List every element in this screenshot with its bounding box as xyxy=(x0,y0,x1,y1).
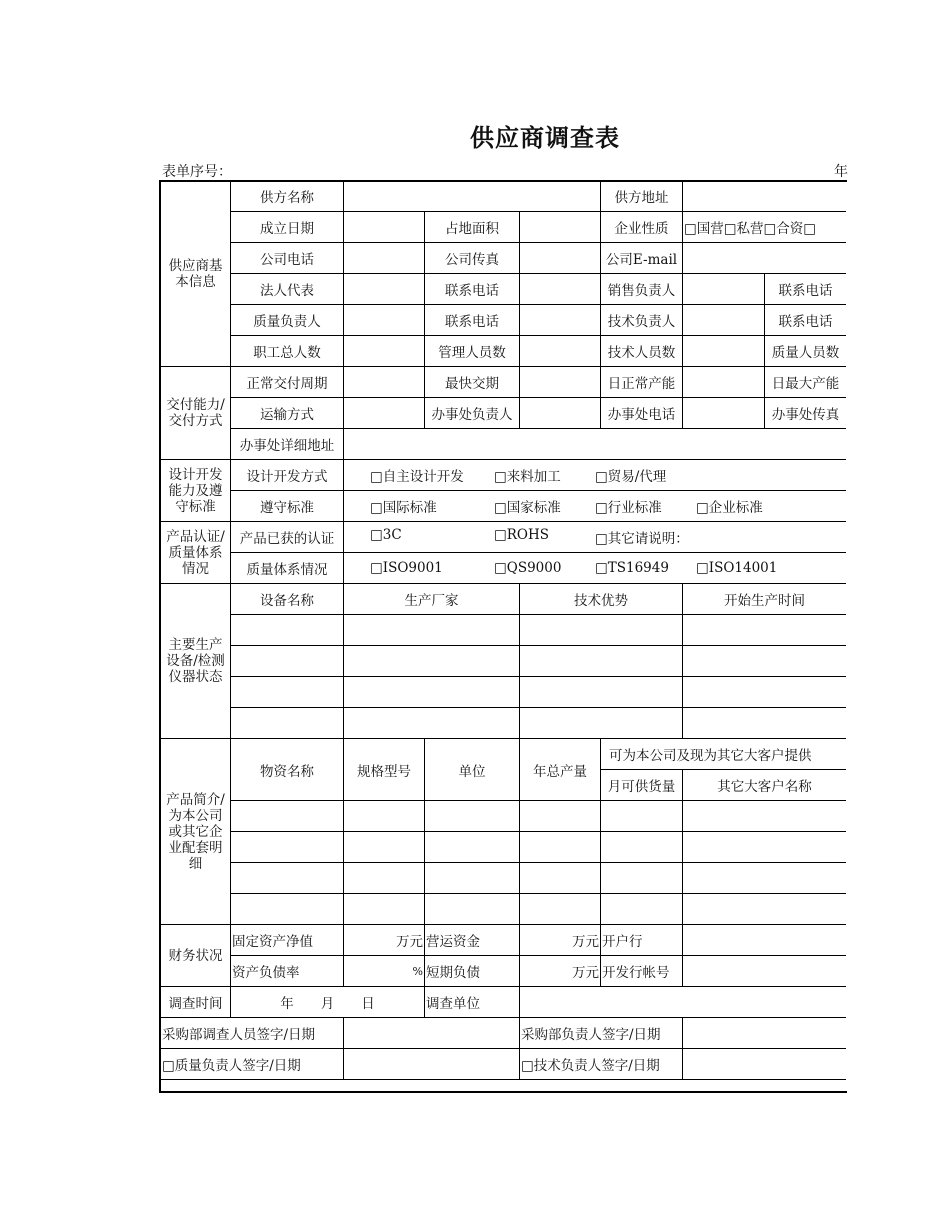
label-office-address: 办事处详细地址 xyxy=(231,429,344,460)
field-company-phone[interactable] xyxy=(344,243,425,274)
label-sales-phone: 联系电话 xyxy=(765,274,847,305)
checkbox-ts16949[interactable]: □TS16949 xyxy=(595,560,669,576)
table-row xyxy=(161,801,847,832)
field-working-capital[interactable]: 万元 xyxy=(520,925,601,956)
label-quality-phone: 联系电话 xyxy=(425,305,520,336)
standards-options xyxy=(344,491,847,522)
cell[interactable] xyxy=(344,801,425,832)
field-supplier-address[interactable] xyxy=(683,181,847,212)
label-office-fax: 办事处传真 xyxy=(765,398,847,429)
table-row xyxy=(161,832,847,863)
label-debt-ratio: 资产负债率 xyxy=(231,956,344,987)
label-floor-area: 占地面积 xyxy=(425,212,520,243)
label-quality-system: 质量体系情况 xyxy=(231,553,344,584)
cell[interactable] xyxy=(683,677,847,708)
checkbox-international-std[interactable]: □国际标准 xyxy=(370,500,437,516)
checkbox-3c[interactable]: □3C xyxy=(370,527,402,543)
header-monthly-supply: 月可供货量 xyxy=(601,770,683,801)
section-equipment: 主要生产设备/检测仪器状态 xyxy=(161,584,231,739)
enterprise-nature-options[interactable]: □国营□私营□合资□ xyxy=(683,212,847,243)
label-tech-count: 技术人员数 xyxy=(601,336,683,367)
cell[interactable] xyxy=(425,863,520,894)
field-survey-date[interactable]: 年 月 日 xyxy=(231,987,425,1018)
cell[interactable] xyxy=(601,832,683,863)
field-legal-rep-phone[interactable] xyxy=(520,274,601,305)
cell[interactable] xyxy=(520,863,601,894)
cell[interactable] xyxy=(344,863,425,894)
checkbox-iso14001[interactable]: □ISO14001 xyxy=(696,560,778,576)
label-transport: 运输方式 xyxy=(231,398,344,429)
section-basic-info: 供应商基本信息 xyxy=(161,181,231,367)
field-quality-head-signature[interactable] xyxy=(344,1049,520,1080)
checkbox-industry-std[interactable]: □行业标准 xyxy=(595,500,662,516)
field-sales-head[interactable] xyxy=(683,274,765,305)
label-founded-date: 成立日期 xyxy=(231,212,344,243)
cell[interactable] xyxy=(520,801,601,832)
checkbox-self-design[interactable]: □自主设计开发 xyxy=(370,469,464,485)
cell[interactable] xyxy=(231,708,344,739)
field-office-head[interactable] xyxy=(520,398,601,429)
cell[interactable] xyxy=(425,832,520,863)
table-row xyxy=(161,894,847,925)
field-daily-normal-capacity[interactable] xyxy=(683,367,765,398)
field-debt-ratio[interactable]: % xyxy=(344,956,425,987)
table-border-top xyxy=(159,180,847,182)
cell[interactable] xyxy=(344,646,520,677)
table-row xyxy=(161,646,847,677)
label-quality-head: 质量负责人 xyxy=(231,305,344,336)
field-tech-count[interactable] xyxy=(683,336,765,367)
label-normal-cycle: 正常交付周期 xyxy=(231,367,344,398)
design-mode-options xyxy=(344,460,847,491)
cell[interactable] xyxy=(683,646,847,677)
checkbox-rohs[interactable]: □ROHS xyxy=(494,527,550,543)
field-purchase-staff-signature[interactable] xyxy=(344,1018,520,1049)
label-legal-rep-phone: 联系电话 xyxy=(425,274,520,305)
field-legal-rep[interactable] xyxy=(344,274,425,305)
cell[interactable] xyxy=(601,863,683,894)
cell[interactable] xyxy=(683,708,847,739)
label-legal-rep: 法人代表 xyxy=(231,274,344,305)
checkbox-national-std[interactable]: □国家标准 xyxy=(494,500,561,516)
date-label: 年 xyxy=(834,164,848,180)
field-fastest-delivery[interactable] xyxy=(520,367,601,398)
field-floor-area[interactable] xyxy=(520,212,601,243)
section-certification: 产品认证/质量体系情况 xyxy=(161,522,231,584)
field-founded-date[interactable] xyxy=(344,212,425,243)
label-short-debt: 短期负债 xyxy=(425,956,520,987)
field-office-address[interactable] xyxy=(344,429,847,460)
field-fixed-assets[interactable]: 万元 xyxy=(344,925,425,956)
header-unit: 单位 xyxy=(425,739,520,801)
header-material-name: 物资名称 xyxy=(231,739,344,801)
cell[interactable] xyxy=(683,863,847,894)
field-mgmt-count[interactable] xyxy=(520,336,601,367)
cell[interactable] xyxy=(683,615,847,646)
label-design-mode: 设计开发方式 xyxy=(231,460,344,491)
field-quality-phone[interactable] xyxy=(520,305,601,336)
label-enterprise-nature: 企业性质 xyxy=(601,212,683,243)
form-number-label: 表单序号： xyxy=(162,164,232,180)
section-finance: 财务状况 xyxy=(161,925,231,987)
label-working-capital: 营运资金 xyxy=(425,925,520,956)
cell[interactable] xyxy=(520,646,683,677)
section-product: 产品简介/为本公司或其它企业配套明细 xyxy=(161,739,231,925)
table-row xyxy=(161,863,847,894)
checkbox-other-cert[interactable]: □其它请说明： xyxy=(595,531,689,547)
cell[interactable] xyxy=(231,894,344,925)
table-border-left xyxy=(159,180,161,1093)
field-normal-cycle[interactable] xyxy=(344,367,425,398)
cell[interactable] xyxy=(231,615,344,646)
cell[interactable] xyxy=(683,894,847,925)
header-annual-output: 年总产量 xyxy=(520,739,601,801)
table-row xyxy=(161,708,847,739)
label-purchase-head-signature: 采购部负责人签字/日期 xyxy=(520,1018,683,1049)
header-spec-model: 规格型号 xyxy=(344,739,425,801)
label-survey-time: 调查时间 xyxy=(161,987,231,1018)
field-short-debt[interactable]: 万元 xyxy=(520,956,601,987)
header-other-customers: 其它大客户名称 xyxy=(683,770,847,801)
cell[interactable] xyxy=(425,801,520,832)
label-supplier-name: 供方名称 xyxy=(231,181,344,212)
label-daily-normal-capacity: 日正常产能 xyxy=(601,367,683,398)
label-company-phone: 公司电话 xyxy=(231,243,344,274)
label-survey-unit: 调查单位 xyxy=(425,987,520,1018)
cell[interactable] xyxy=(601,801,683,832)
survey-table xyxy=(160,180,846,1080)
cell[interactable] xyxy=(231,646,344,677)
field-company-email[interactable] xyxy=(683,243,847,274)
cell[interactable] xyxy=(520,894,601,925)
cell[interactable] xyxy=(425,894,520,925)
label-quality-head-signature[interactable]: □质量负责人签字/日期 xyxy=(161,1049,344,1080)
field-bank[interactable] xyxy=(683,925,847,956)
cell[interactable] xyxy=(520,615,683,646)
table-border-bottom xyxy=(159,1091,847,1093)
cell[interactable] xyxy=(520,708,683,739)
cell[interactable] xyxy=(344,894,425,925)
label-office-head: 办事处负责人 xyxy=(425,398,520,429)
cell[interactable] xyxy=(683,832,847,863)
survey-form xyxy=(160,180,846,1100)
label-sales-head: 销售负责人 xyxy=(601,274,683,305)
checkbox-qs9000[interactable]: □QS9000 xyxy=(494,560,562,576)
cell[interactable] xyxy=(231,863,344,894)
label-tech-head: 技术负责人 xyxy=(601,305,683,336)
quality-system-options xyxy=(344,553,847,584)
cell[interactable] xyxy=(344,615,520,646)
field-company-fax[interactable] xyxy=(520,243,601,274)
cell[interactable] xyxy=(344,832,425,863)
header-equipment-name: 设备名称 xyxy=(231,584,344,615)
field-quality-head[interactable] xyxy=(344,305,425,336)
label-daily-max-capacity: 日最大产能 xyxy=(765,367,847,398)
label-company-email: 公司E-mail xyxy=(601,243,683,274)
checkbox-iso9001[interactable]: □ISO9001 xyxy=(370,560,443,576)
section-design: 设计开发能力及遵守标准 xyxy=(161,460,231,522)
cell[interactable] xyxy=(344,708,520,739)
label-supplier-address: 供方地址 xyxy=(601,181,683,212)
cell[interactable] xyxy=(601,894,683,925)
table-row xyxy=(161,615,847,646)
cell[interactable] xyxy=(344,677,520,708)
label-fixed-assets: 固定资产净值 xyxy=(231,925,344,956)
label-office-phone: 办事处电话 xyxy=(601,398,683,429)
cell[interactable] xyxy=(231,801,344,832)
label-quality-count: 质量人员数 xyxy=(765,336,847,367)
label-bank: 开户行 xyxy=(601,925,683,956)
label-staff-total: 职工总人数 xyxy=(231,336,344,367)
label-purchase-staff-signature: 采购部调查人员签字/日期 xyxy=(161,1018,344,1049)
cell[interactable] xyxy=(231,677,344,708)
label-tech-phone: 联系电话 xyxy=(765,305,847,336)
checkbox-enterprise-std[interactable]: □企业标准 xyxy=(696,500,763,516)
product-cert-options xyxy=(344,522,847,553)
label-standards: 遵守标准 xyxy=(231,491,344,522)
cell[interactable] xyxy=(520,832,601,863)
page-title: 供应商调查表 xyxy=(470,124,620,152)
checkbox-trade-agency[interactable]: □贸易/代理 xyxy=(595,469,667,485)
field-tech-head-signature[interactable] xyxy=(683,1049,847,1080)
checkbox-oem-processing[interactable]: □来料加工 xyxy=(494,469,561,485)
label-company-fax: 公司传真 xyxy=(425,243,520,274)
header-tech-advantage: 技术优势 xyxy=(520,584,683,615)
cell[interactable] xyxy=(520,677,683,708)
field-supplier-name[interactable] xyxy=(344,181,601,212)
table-row xyxy=(161,677,847,708)
field-staff-total[interactable] xyxy=(344,336,425,367)
label-tech-head-signature[interactable]: □技术负责人签字/日期 xyxy=(520,1049,683,1080)
label-bank-account: 开发行帐号 xyxy=(601,956,683,987)
field-transport[interactable] xyxy=(344,398,425,429)
field-bank-account[interactable] xyxy=(683,956,847,987)
field-survey-unit[interactable] xyxy=(520,987,847,1018)
header-start-time: 开始生产时间 xyxy=(683,584,847,615)
label-product-cert: 产品已获的认证 xyxy=(231,522,344,553)
section-delivery: 交付能力/交付方式 xyxy=(161,367,231,460)
header-manufacturer: 生产厂家 xyxy=(344,584,520,615)
header-supply-group: 可为本公司及现为其它大客户提供 xyxy=(601,739,847,770)
field-office-phone[interactable] xyxy=(683,398,765,429)
cell[interactable] xyxy=(683,801,847,832)
field-tech-head[interactable] xyxy=(683,305,765,336)
field-purchase-head-signature[interactable] xyxy=(683,1018,847,1049)
label-mgmt-count: 管理人员数 xyxy=(425,336,520,367)
label-fastest-delivery: 最快交期 xyxy=(425,367,520,398)
cell[interactable] xyxy=(231,832,344,863)
